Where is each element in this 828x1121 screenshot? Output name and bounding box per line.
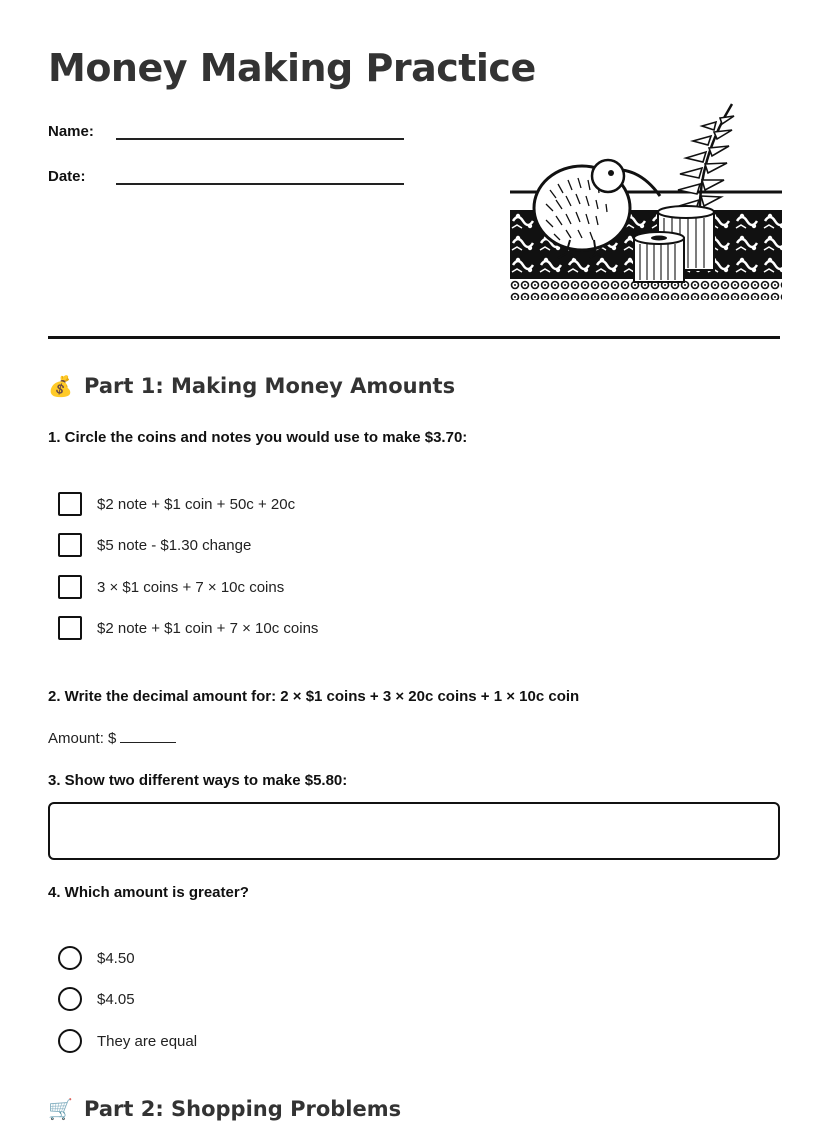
page-title: Money Making Practice — [48, 46, 536, 90]
question-2-prompt: 2. Write the decimal amount for: 2 × $1 coins + 3 × 20c coins + 1 × 10c coin — [48, 688, 580, 705]
date-input-line[interactable] — [116, 163, 404, 185]
question-4-prompt: 4. Which amount is greater? — [48, 884, 249, 901]
question-3-prompt: 3. Show two different ways to make $5.80: — [48, 772, 348, 789]
checkbox[interactable] — [58, 575, 82, 599]
q1-option-label: $2 note + $1 coin + 7 × 10c coins — [97, 619, 319, 637]
q4-option-label: $4.50 — [97, 949, 135, 967]
name-field — [48, 118, 404, 140]
radio-button[interactable] — [58, 1029, 82, 1053]
part1-heading — [48, 374, 455, 398]
kiwi-fern-coins-illustration — [510, 100, 782, 304]
q3-answer-box[interactable] — [48, 802, 780, 860]
q4-option-3[interactable] — [58, 1029, 197, 1053]
amount-blank[interactable] — [120, 728, 176, 743]
name-input-line[interactable] — [116, 118, 404, 140]
checkbox[interactable] — [58, 492, 82, 516]
checkbox[interactable] — [58, 616, 82, 640]
q4-option-label: They are equal — [97, 1032, 198, 1050]
q1-option-3[interactable] — [58, 575, 284, 599]
radio-button[interactable] — [58, 946, 82, 970]
section-divider — [48, 336, 780, 339]
q1-option-2[interactable] — [58, 533, 251, 557]
q1-option-label: $2 note + $1 coin + 50c + 20c — [97, 495, 296, 513]
question-1-prompt: 1. Circle the coins and notes you would use to make $3.70: — [48, 429, 468, 446]
name-label: Name: — [48, 123, 94, 140]
q1-option-label: 3 × $1 coins + 7 × 10c coins — [97, 578, 285, 596]
q2-answer — [48, 728, 176, 747]
radio-button[interactable] — [58, 987, 82, 1011]
q1-option-1[interactable] — [58, 492, 295, 516]
part1-heading-text: Part 1: Making Money Amounts — [84, 374, 456, 398]
part2-heading — [48, 1097, 401, 1121]
q4-option-label: $4.05 — [97, 990, 135, 1008]
part2-heading-text: Part 2: Shopping Problems — [84, 1097, 402, 1121]
date-label: Date: — [48, 168, 86, 185]
q4-option-2[interactable] — [58, 987, 135, 1011]
checkbox[interactable] — [58, 533, 82, 557]
shopping-cart-icon: 🛒 — [48, 1097, 73, 1121]
date-field — [48, 163, 404, 185]
q4-option-1[interactable] — [58, 946, 135, 970]
q1-option-label: $5 note - $1.30 change — [97, 536, 252, 554]
amount-label: Amount: $ — [48, 730, 117, 747]
q1-option-4[interactable] — [58, 616, 318, 640]
money-bag-icon: 💰 — [48, 374, 73, 398]
